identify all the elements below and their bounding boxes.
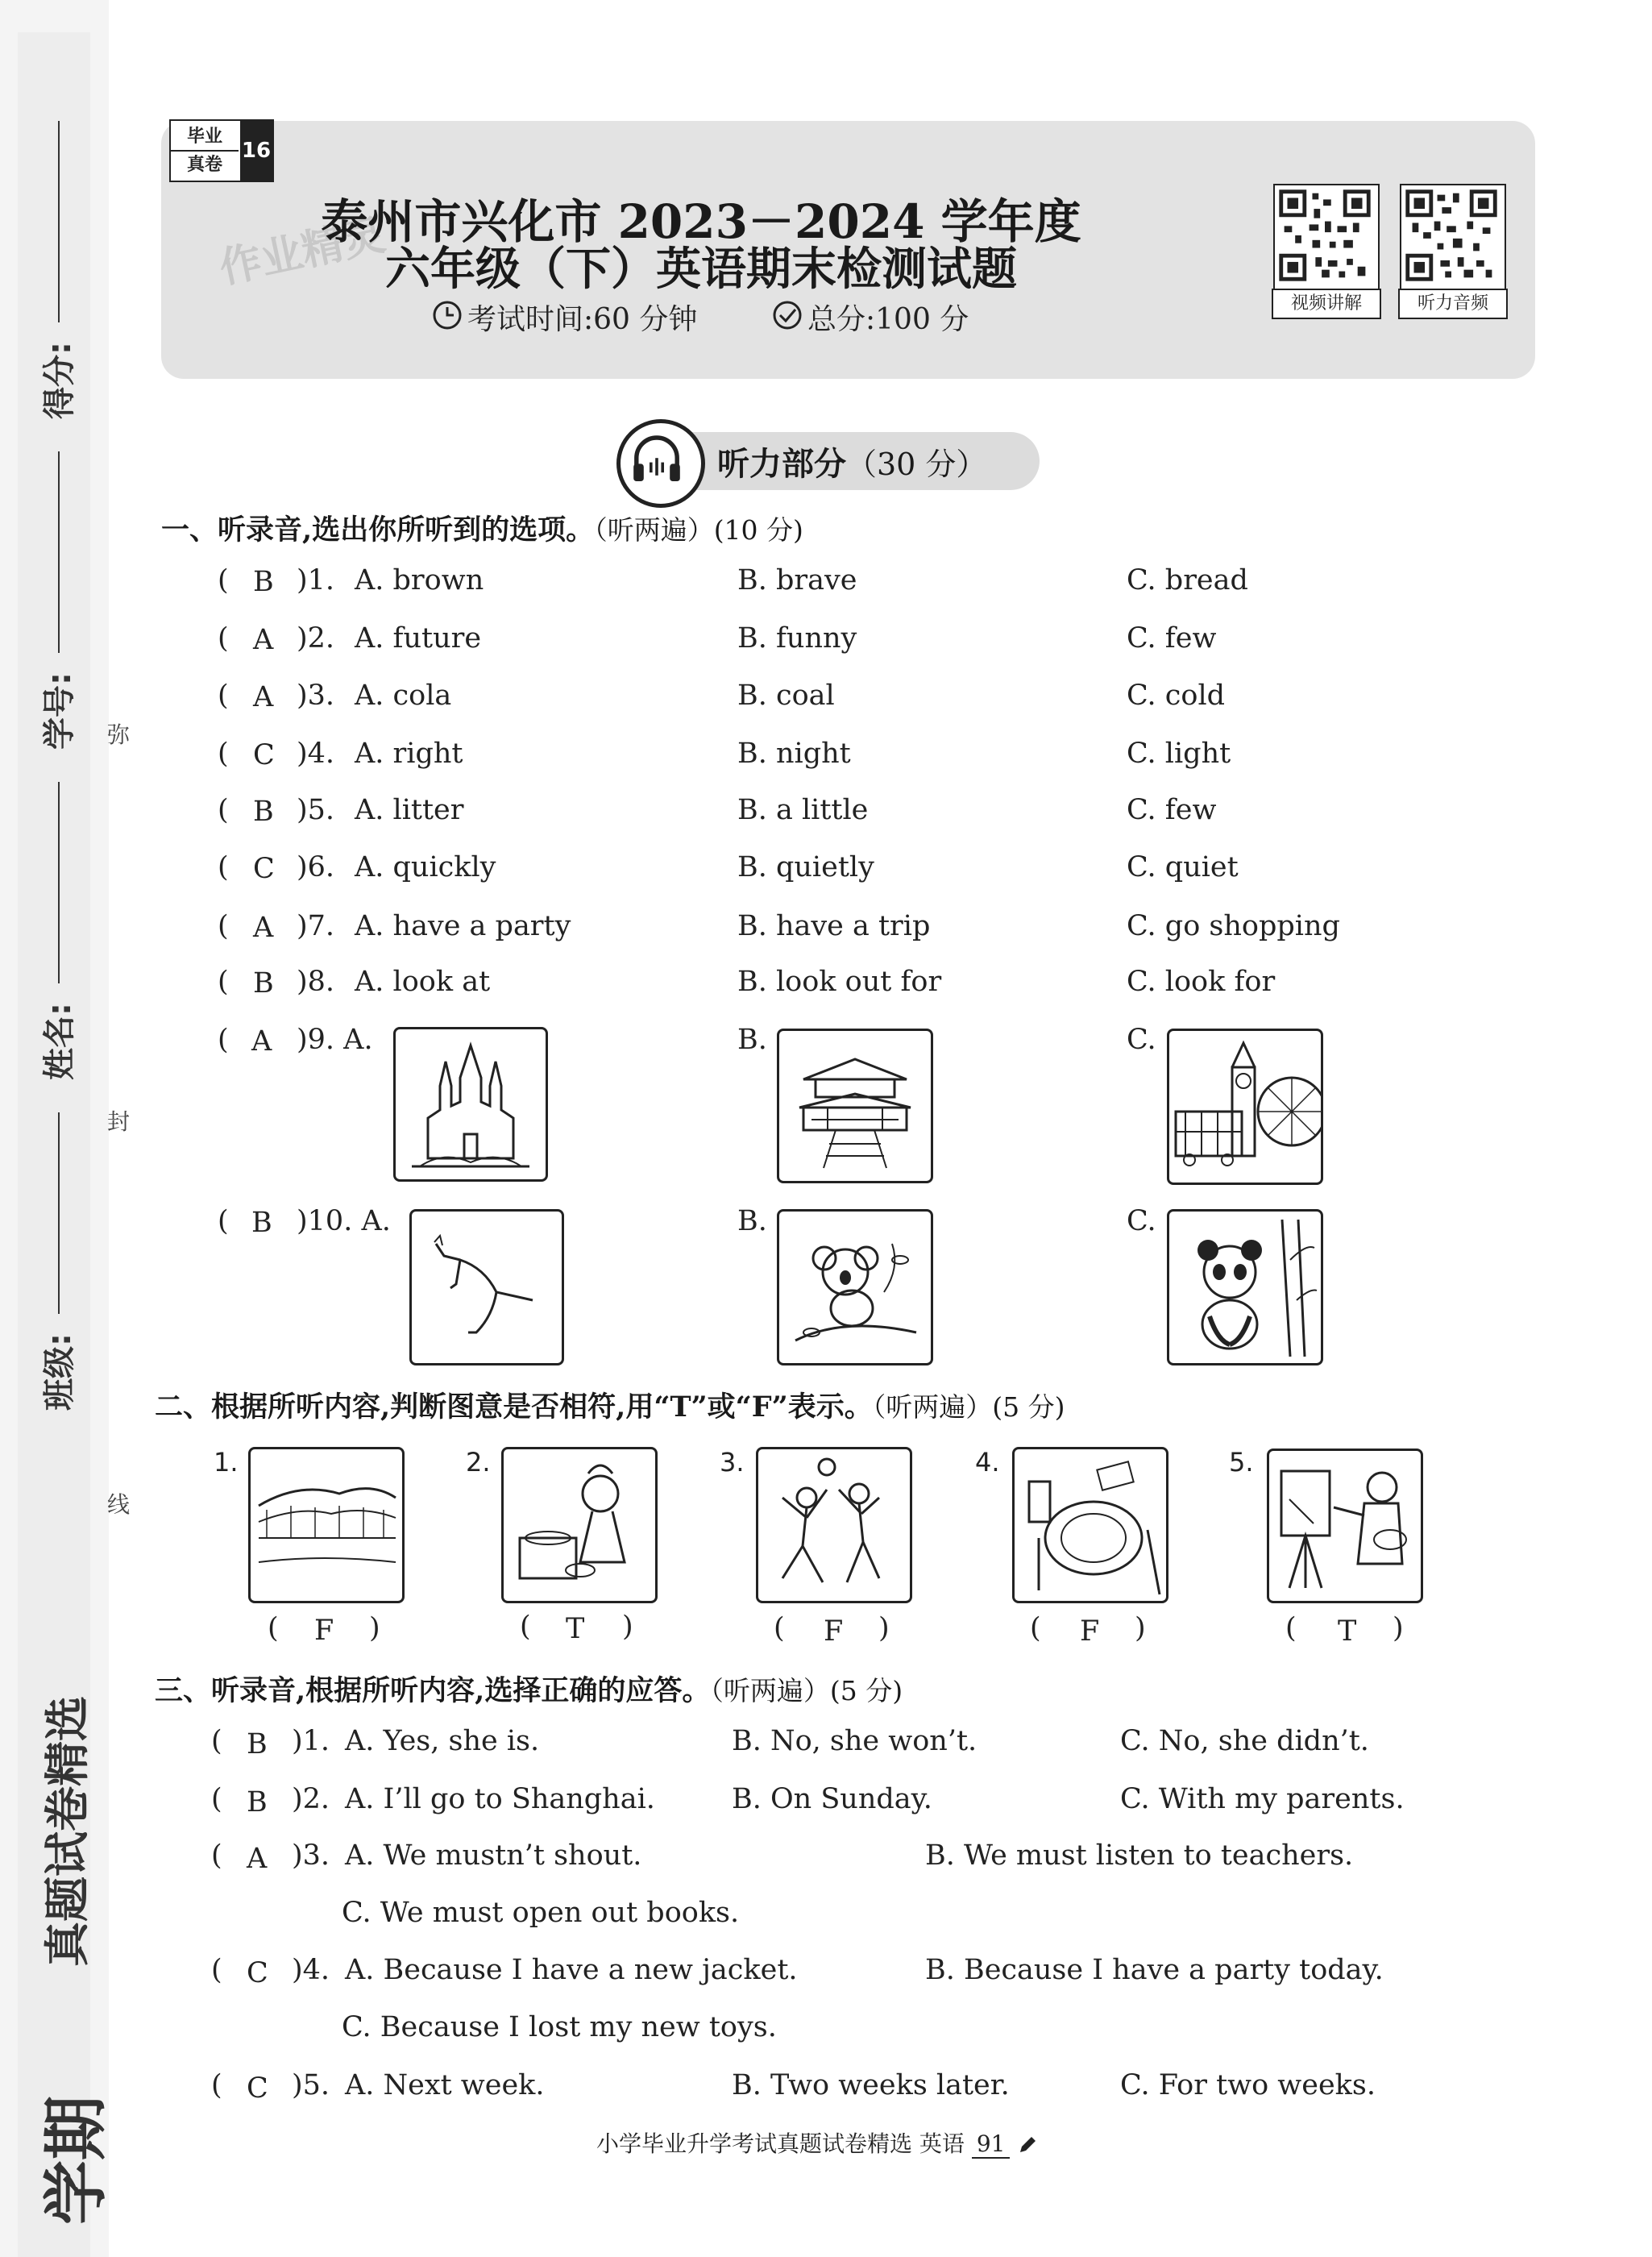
paren-open: ( (218, 1024, 229, 1056)
option-b: B. On Sunday. (732, 1783, 932, 1815)
tag-bottom: 真卷 (186, 155, 222, 175)
paren-open: ( (211, 1839, 222, 1872)
option-a: A. cola (355, 680, 452, 712)
option-a: A. right (355, 738, 463, 770)
option-b: B. night (737, 738, 851, 770)
image-kangaroo (409, 1209, 564, 1365)
option-c: C. Because I lost my new toys. (342, 2011, 777, 2043)
p2-item-3-number: 3. (720, 1447, 745, 1478)
p3-answer-4[interactable]: C (247, 1957, 268, 1989)
option-a: A. future (355, 622, 482, 655)
qr-video-label: 视频讲解 (1272, 289, 1381, 319)
image-koala (777, 1209, 933, 1365)
p2-item-5-number: 5. (1229, 1447, 1254, 1478)
answer-8[interactable]: B (253, 967, 274, 1000)
item-number: )7. (297, 910, 335, 942)
tag-number: 16 (240, 121, 272, 181)
item-number: )3. (297, 680, 335, 712)
paper-tag (169, 119, 274, 182)
item-10-c-label: C. (1127, 1205, 1156, 1237)
tag-top: 毕业 (171, 124, 239, 152)
p3-answer-5[interactable]: C (247, 2072, 268, 2105)
option-c: C. light (1127, 738, 1231, 770)
item-9-number: )9. A. (297, 1024, 373, 1056)
answer-4[interactable]: C (253, 739, 275, 771)
page-number: 91 (972, 2130, 1011, 2159)
item-10-b-label: B. (737, 1205, 767, 1237)
paren-open: ( (218, 1205, 229, 1237)
option-b: B. Because I have a party today. (925, 1954, 1384, 1986)
paren-open: ( (211, 1954, 222, 1986)
answer-6[interactable]: C (253, 853, 275, 885)
p2-item-4-number: 4. (975, 1447, 1000, 1478)
option-c: C. look for (1127, 966, 1276, 998)
total-score: 总分:100 分 (807, 303, 969, 336)
section-score: （30 分） (846, 447, 987, 482)
option-c: C. For two weeks. (1120, 2069, 1376, 2101)
name-line (58, 782, 60, 983)
option-c: C. With my parents. (1120, 1783, 1405, 1815)
p2-answer-5[interactable]: T (1338, 1615, 1357, 1648)
part3-title-text: 三、听录音,根据所听内容,选择正确的应答。 (155, 1674, 711, 1707)
paren-open: ( (211, 2069, 222, 2101)
student-no-label: 学号: (41, 672, 78, 750)
cut-mark-xian: 线 (107, 1491, 131, 1518)
qr-code-audio[interactable] (1400, 184, 1506, 290)
watermark: 作业精灵 (215, 210, 390, 293)
part2-title (155, 1385, 1065, 1425)
option-a: A. I’ll go to Shanghai. (345, 1783, 655, 1815)
paren-open: ( (520, 1611, 531, 1643)
pencil-icon (1017, 2134, 1038, 2155)
answer-2[interactable]: A (253, 624, 274, 656)
option-c: C. few (1127, 794, 1217, 826)
option-b: B. Two weeks later. (732, 2069, 1010, 2101)
part1-title (161, 508, 803, 548)
paren-close: ) (1135, 1612, 1146, 1644)
item-9-b-label: B. (737, 1024, 767, 1056)
p2-answer-1[interactable]: F (314, 1615, 334, 1647)
paren-close: ) (369, 1612, 380, 1644)
option-b: B. a little (737, 794, 869, 826)
p3-answer-2[interactable]: B (247, 1786, 268, 1818)
option-a: A. brown (355, 564, 484, 596)
option-c: C. go shopping (1127, 910, 1340, 942)
headphones-icon (616, 419, 705, 508)
option-a: A. look at (355, 966, 491, 998)
title-line-2: 六年级（下）英语期末检测试题 (385, 243, 1017, 296)
item-number: )5. (292, 2069, 330, 2101)
part3-note: （听两遍）(5 分) (710, 1675, 903, 1706)
option-b: B. coal (737, 680, 835, 712)
part2-title-text: 二、根据所听内容,判断图意是否相符,用“T”或“F”表示。 (155, 1390, 873, 1424)
item-number: )4. (292, 1954, 330, 1986)
option-a: A. have a party (355, 910, 571, 942)
part3-title (155, 1669, 903, 1709)
option-a: A. We mustn’t shout. (345, 1839, 642, 1872)
item-number: )5. (297, 794, 335, 826)
answer-5[interactable]: B (253, 796, 274, 828)
option-c: C. cold (1127, 680, 1226, 712)
name-label: 姓名: (41, 1003, 78, 1080)
page-footer (596, 2126, 1038, 2159)
paren-open: ( (218, 851, 229, 883)
option-a: A. quickly (355, 851, 496, 883)
part1-title-text: 一、听录音,选出你所听到的选项。 (161, 513, 595, 547)
option-b: B. We must listen to teachers. (925, 1839, 1354, 1872)
option-a: A. Because I have a new jacket. (345, 1954, 798, 1986)
class-label: 班级: (41, 1333, 78, 1411)
paren-open: ( (218, 738, 229, 770)
item-number: )3. (292, 1839, 330, 1872)
p3-answer-1[interactable]: B (247, 1728, 268, 1760)
option-a: A. Next week. (345, 2069, 545, 2101)
image-palace (777, 1029, 933, 1183)
item-number: )1. (297, 564, 335, 596)
option-b: B. quietly (737, 851, 874, 883)
paren-open: ( (774, 1612, 785, 1644)
p2-item-2-number: 2. (466, 1447, 491, 1478)
item-number: )8. (297, 966, 335, 998)
option-a: A. Yes, she is. (345, 1725, 540, 1757)
exam-time: 考试时间:60 分钟 (467, 303, 698, 336)
option-a: A. litter (355, 794, 464, 826)
paren-open: ( (218, 966, 229, 998)
image-painting (1267, 1449, 1423, 1603)
clock-icon (432, 300, 463, 330)
paren-open: ( (218, 680, 229, 712)
paren-open: ( (218, 910, 229, 942)
option-c: C. We must open out books. (342, 1897, 740, 1929)
answer-7[interactable]: A (253, 912, 274, 944)
item-number: )2. (292, 1783, 330, 1815)
student-no-line (58, 451, 60, 653)
part2-note: （听两遍）(5 分) (872, 1391, 1065, 1423)
option-b: B. have a trip (737, 910, 931, 942)
part1-note: （听两遍）(10 分) (594, 514, 803, 546)
paren-open: ( (211, 1783, 222, 1815)
item-number: )4. (297, 738, 335, 770)
p2-answer-3[interactable]: F (824, 1615, 844, 1648)
image-panda (1167, 1209, 1323, 1365)
qr-audio-label: 听力音频 (1398, 289, 1508, 319)
item-number: )2. (297, 622, 335, 655)
option-b: B. funny (737, 622, 857, 655)
option-c: C. bread (1127, 564, 1248, 596)
class-line (58, 1112, 60, 1314)
p3-answer-3[interactable]: A (247, 1843, 268, 1875)
paren-open: ( (268, 1612, 279, 1644)
paren-open: ( (1285, 1612, 1297, 1644)
paren-open: ( (218, 794, 229, 826)
item-number: )1. (292, 1725, 330, 1757)
title-line-1: 泰州市兴化市 2023－2024 学年度 (321, 194, 1081, 249)
image-castle (393, 1027, 548, 1182)
p2-answer-2[interactable]: T (566, 1613, 585, 1645)
answer-3[interactable]: A (253, 681, 274, 713)
paren-close: ) (878, 1612, 890, 1644)
paren-open: ( (211, 1725, 222, 1757)
option-c: C. No, she didn’t. (1120, 1725, 1369, 1757)
footer-text: 小学毕业升学考试真题试卷精选 英语 (596, 2130, 965, 2157)
option-b: B. look out for (737, 966, 942, 998)
answer-10[interactable]: B (251, 1207, 272, 1239)
item-9-c-label: C. (1127, 1024, 1156, 1056)
cut-mark-feng: 封 (107, 1108, 131, 1135)
p2-answer-4[interactable]: F (1080, 1615, 1100, 1648)
image-plate (1012, 1447, 1168, 1603)
paren-open: ( (1030, 1612, 1041, 1644)
image-basketball (756, 1447, 912, 1603)
image-london (1167, 1029, 1323, 1185)
paren-open: ( (218, 564, 229, 596)
option-b: B. brave (737, 564, 857, 596)
image-cave (248, 1447, 405, 1603)
qr-code-video[interactable] (1273, 184, 1380, 290)
score-label: 得分: (41, 342, 78, 419)
answer-1[interactable]: B (253, 566, 274, 598)
brand-text: 真题试卷精选 (42, 1696, 94, 1967)
paren-open: ( (218, 622, 229, 655)
option-c: C. few (1127, 622, 1217, 655)
cut-mark-mi: 弥 (107, 721, 131, 748)
answer-9[interactable]: A (251, 1025, 272, 1058)
section-title (717, 439, 986, 484)
item-number: )6. (297, 851, 335, 883)
brand-big: 学期 (39, 2096, 114, 2225)
p2-item-1-number: 1. (214, 1447, 239, 1478)
option-b: B. No, she won’t. (732, 1725, 978, 1757)
paren-close: ) (1393, 1612, 1404, 1644)
option-c: C. quiet (1127, 851, 1239, 883)
item-10-number: )10. A. (297, 1205, 391, 1237)
paren-close: ) (622, 1611, 633, 1643)
check-icon (772, 300, 803, 330)
section-title-text: 听力部分 (717, 445, 846, 483)
image-cooking (501, 1447, 658, 1603)
